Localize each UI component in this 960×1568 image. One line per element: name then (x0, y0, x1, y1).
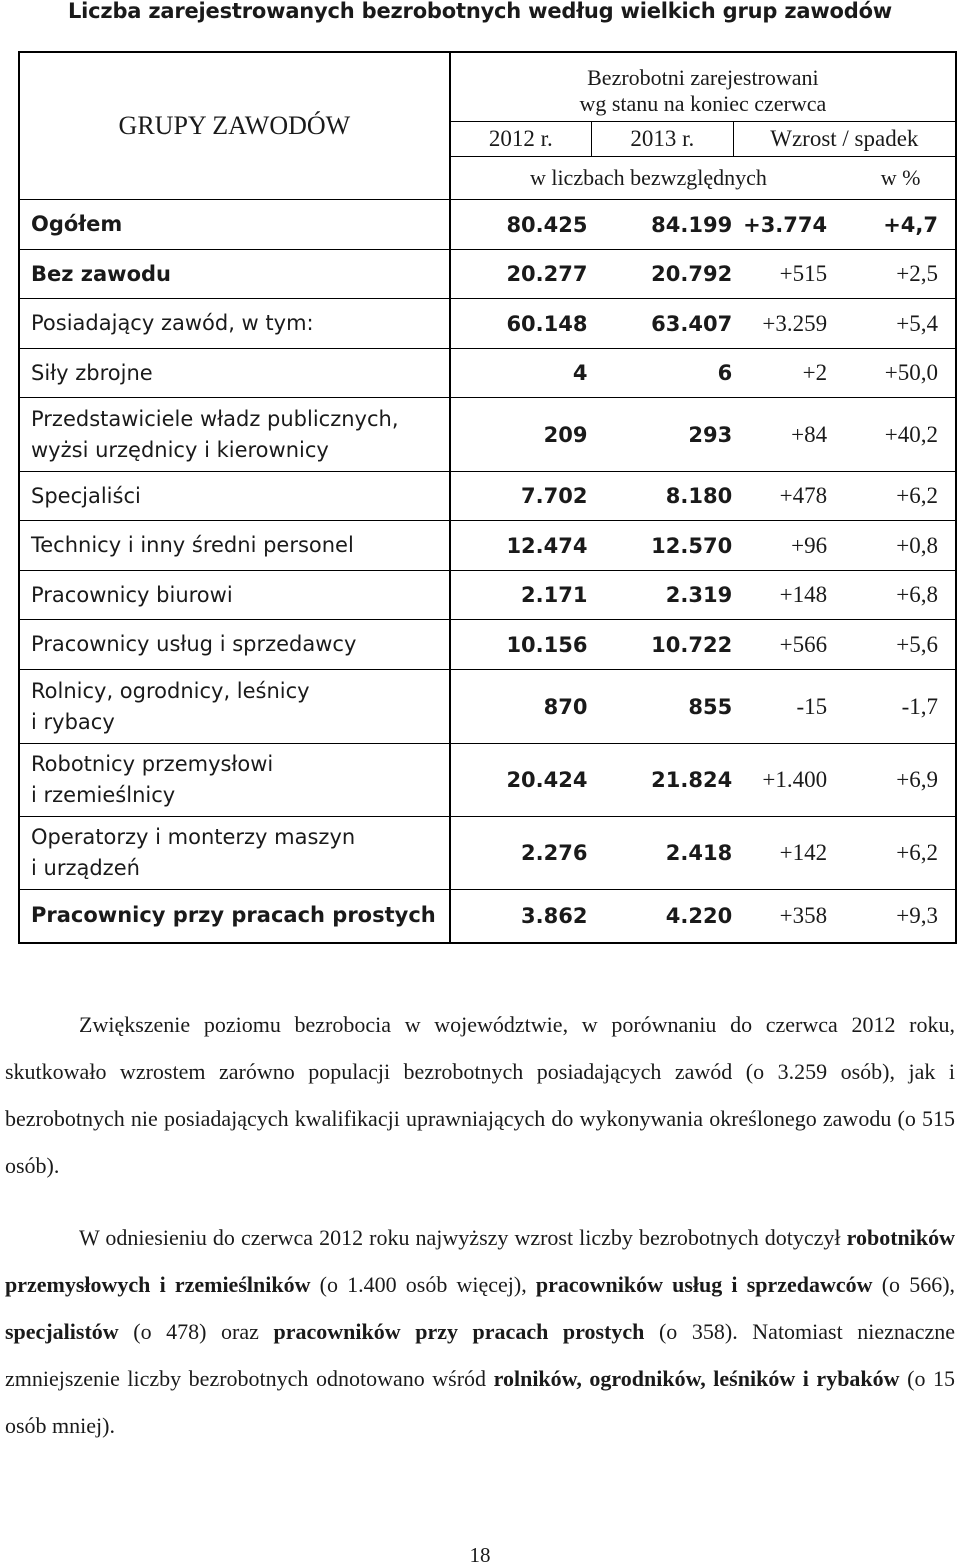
change-percent: +9,3 (846, 890, 956, 943)
row-label-line2: wyżsi urzędnicy i kierownicy (31, 437, 329, 462)
paragraph-2-text: (o 566), (872, 1272, 956, 1297)
value-2013: 4.220 (591, 890, 733, 943)
value-2013: 2.319 (591, 571, 733, 620)
row-label-line2: i rybacy (31, 709, 115, 734)
row-label-line1: Rolnicy, ogrodnicy, leśnicy (31, 678, 310, 703)
change-absolute: +2 (733, 349, 846, 398)
table-row (19, 398, 956, 472)
paragraph-2-bold: specjalistów (5, 1319, 119, 1344)
table-row (19, 571, 956, 620)
value-2012: 60.148 (450, 299, 592, 349)
value-2012: 2.171 (450, 571, 592, 620)
row-label (19, 744, 450, 817)
row-label-line1: Przedstawiciele władz publicznych, (31, 406, 399, 431)
change-percent: +0,8 (846, 521, 956, 571)
value-2012: 20.277 (450, 250, 592, 299)
value-2013: 12.570 (591, 521, 733, 571)
table-row (19, 299, 956, 349)
paragraph-2-bold: pracowników usług i sprzedawców (535, 1272, 873, 1297)
change-percent: +4,7 (846, 200, 956, 250)
change-absolute: -15 (733, 670, 846, 744)
value-2013: 84.199 (591, 200, 733, 250)
table-row (19, 620, 956, 670)
row-label (19, 670, 450, 744)
registered-unemployed-header-line1: Bezrobotni zarejestrowani (587, 65, 819, 90)
paragraph-1: Zwiększenie poziomu bezrobocia w województwie, w porównaniu do czerwca 2012 roku, skutkowało wzrostem zarówno populacji bezrobotnych posiadających zawód (o 3.259 osób), jak i bezrobotnych nie posiadających kwalifikacji uprawniających do wykonywania określonego zawodu (o 515 osób). (5, 1012, 955, 1178)
change-percent: +6,8 (846, 571, 956, 620)
value-2012: 2.276 (450, 817, 592, 890)
value-2012: 10.156 (450, 620, 592, 670)
value-2013: 2.418 (591, 817, 733, 890)
change-absolute: +142 (733, 817, 846, 890)
change-absolute: +566 (733, 620, 846, 670)
group-column-header: GRUPY ZAWODÓW (19, 52, 450, 200)
paragraph-2 (5, 1214, 955, 1449)
paragraph-2-bold: pracowników przy pracach prostych (273, 1319, 645, 1344)
value-2013: 8.180 (591, 472, 733, 521)
change-percent: +50,0 (846, 349, 956, 398)
value-2012: 12.474 (450, 521, 592, 571)
value-2012: 4 (450, 349, 592, 398)
change-percent: +6,9 (846, 744, 956, 817)
registered-unemployed-header-line2: wg stanu na koniec czerwca (579, 91, 827, 116)
paragraph-2-bold: rolników, ogrodników, leśników i rybaków (493, 1366, 900, 1391)
change-percent: -1,7 (846, 670, 956, 744)
change-absolute: +1.400 (733, 744, 846, 817)
year-2012-header: 2012 r. (450, 122, 592, 157)
change-percent: +5,6 (846, 620, 956, 670)
change-absolute: +3.259 (733, 299, 846, 349)
change-absolute: +3.774 (733, 200, 846, 250)
value-2013: 855 (591, 670, 733, 744)
table-row (19, 817, 956, 890)
row-label-line1: Operatorzy i monterzy maszyn (31, 825, 356, 849)
change-absolute: +515 (733, 250, 846, 299)
table-row (19, 200, 956, 250)
table-row (19, 521, 956, 571)
row-label-line1: Robotnicy przemysłowi (31, 752, 274, 776)
row-label: Pracownicy usług i sprzedawcy (19, 620, 450, 670)
registered-unemployed-header (450, 52, 956, 122)
unit-percent-header: w % (846, 157, 956, 200)
paragraph-2-text: W odniesieniu do czerwca 2012 roku najwyższy wzrost liczby bezrobotnych dotyczył (79, 1225, 847, 1250)
value-2012: 7.702 (450, 472, 592, 521)
paragraph-2-text: (o 15 osób mniej). (5, 1366, 955, 1438)
value-2013: 6 (591, 349, 733, 398)
paragraph-2-text: (o 1.400 osób więcej), (310, 1272, 536, 1297)
paragraph-2-bold: robotników przemysłowych i rzemieślników (5, 1225, 955, 1297)
row-label: Specjaliści (19, 472, 450, 521)
change-absolute: +84 (733, 398, 846, 472)
year-2013-header: 2013 r. (591, 122, 733, 157)
change-absolute: +148 (733, 571, 846, 620)
change-percent: +40,2 (846, 398, 956, 472)
value-2013: 20.792 (591, 250, 733, 299)
table-row (19, 890, 956, 943)
row-label: Pracownicy biurowi (19, 571, 450, 620)
change-percent: +6,2 (846, 817, 956, 890)
value-2012: 3.862 (450, 890, 592, 943)
change-absolute: +478 (733, 472, 846, 521)
paragraph-2-text: (o 358). Natomiast nieznaczne zmniejszenie liczby bezrobotnych odnotowano wśród (5, 1319, 955, 1391)
unit-absolute-header: w liczbach bezwzględnych (450, 157, 846, 200)
row-label: Bez zawodu (19, 250, 450, 299)
row-label-line2: i urządzeń (31, 856, 140, 880)
change-percent: +5,4 (846, 299, 956, 349)
row-label: Posiadający zawód, w tym: (19, 299, 450, 349)
page-number: 18 (469, 1543, 491, 1567)
row-label (19, 817, 450, 890)
change-header: Wzrost / spadek (733, 122, 956, 157)
table-row (19, 744, 956, 817)
row-label: Pracownicy przy pracach prostych (19, 890, 450, 943)
change-percent: +2,5 (846, 250, 956, 299)
row-label: Siły zbrojne (19, 349, 450, 398)
unemployment-table (18, 51, 957, 944)
row-label: Ogółem (19, 200, 450, 250)
change-absolute: +96 (733, 521, 846, 571)
value-2013: 63.407 (591, 299, 733, 349)
table-row (19, 349, 956, 398)
value-2013: 21.824 (591, 744, 733, 817)
table-title: Liczba zarejestrowanych bezrobotnych według wielkich grup zawodów (68, 0, 893, 23)
value-2012: 80.425 (450, 200, 592, 250)
change-absolute: +358 (733, 890, 846, 943)
value-2013: 10.722 (591, 620, 733, 670)
table-row (19, 472, 956, 521)
row-label (19, 398, 450, 472)
table-row (19, 670, 956, 744)
row-label: Technicy i inny średni personel (19, 521, 450, 571)
value-2012: 209 (450, 398, 592, 472)
table-row (19, 250, 956, 299)
value-2012: 20.424 (450, 744, 592, 817)
value-2012: 870 (450, 670, 592, 744)
row-label-line2: i rzemieślnicy (31, 783, 176, 807)
paragraph-2-text: (o 478) oraz (118, 1319, 274, 1344)
value-2013: 293 (591, 398, 733, 472)
change-percent: +6,2 (846, 472, 956, 521)
